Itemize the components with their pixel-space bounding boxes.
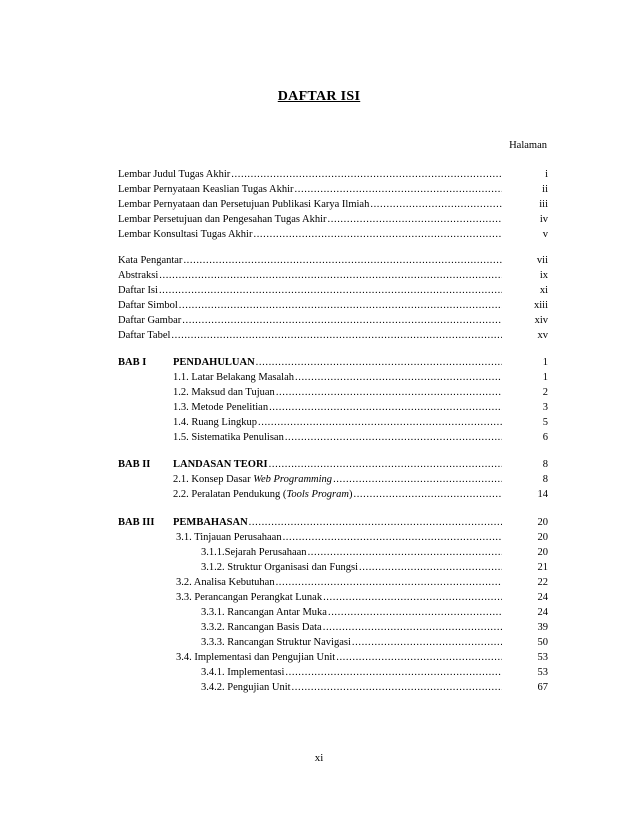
toc-dot-leader	[336, 651, 502, 665]
toc-dot-leader	[323, 591, 502, 605]
toc-dot-leader	[256, 356, 502, 370]
toc-dot-leader	[276, 386, 502, 400]
toc-entry	[201, 606, 502, 620]
toc-entry-label: Abstraksi	[118, 270, 159, 281]
toc-dot-leader	[285, 431, 502, 445]
toc-entry	[118, 329, 502, 343]
toc-page-number: 24	[537, 592, 548, 603]
toc-page-number: 20	[537, 517, 548, 528]
toc-entry	[201, 561, 502, 575]
toc-dot-leader	[269, 458, 502, 472]
toc-row	[118, 314, 548, 328]
toc-entry	[118, 314, 502, 328]
column-header-halaman: Halaman	[509, 140, 547, 151]
toc-entry	[173, 488, 502, 502]
toc-dot-leader	[171, 329, 502, 343]
toc-dot-leader	[253, 228, 502, 242]
toc-row	[118, 621, 548, 635]
toc-entry-label: 3.1. Tinjauan Perusahaan	[176, 532, 282, 543]
toc-page-number: v	[542, 229, 548, 240]
toc-dot-leader	[353, 488, 502, 502]
toc-page-number: 14	[537, 489, 548, 500]
toc-entry-label: 3.3. Perancangan Perangkat Lunak	[176, 592, 323, 603]
toc-entry-label: Daftar Gambar	[118, 315, 182, 326]
toc-entry	[201, 681, 502, 695]
toc-row	[118, 636, 548, 650]
toc-row	[118, 561, 548, 575]
toc-entry	[173, 431, 502, 445]
toc-chapter-number: BAB I	[118, 357, 147, 368]
toc-entry-label: 1.4. Ruang Lingkup	[173, 417, 257, 428]
toc-entry-label: 1.5. Sistematika Penulisan	[173, 432, 284, 443]
toc-entry	[118, 183, 502, 197]
toc-page-number: 50	[537, 637, 548, 648]
toc-page-number: 21	[537, 562, 548, 573]
toc-page-number: 3	[542, 402, 548, 413]
toc-entry	[173, 401, 502, 415]
toc-entry-label: Lembar Judul Tugas Akhir	[118, 169, 231, 180]
toc-row	[118, 431, 548, 445]
toc-dot-leader	[182, 314, 502, 328]
toc-row	[118, 168, 548, 182]
toc-entry	[201, 621, 502, 635]
toc-entry-label: 3.3.3. Rancangan Struktur Navigasi	[201, 637, 351, 648]
toc-page-number: 20	[537, 532, 548, 543]
toc-page-number: vii	[536, 255, 548, 266]
toc-page-number: 8	[542, 459, 548, 470]
toc-entry-label: 3.1.1.Sejarah Perusahaan	[201, 547, 307, 558]
toc-row	[118, 401, 548, 415]
toc-row	[118, 516, 548, 530]
toc-entry-label: 3.2. Analisa Kebutuhan	[176, 577, 275, 588]
toc-row	[118, 213, 548, 227]
toc-entry	[118, 254, 502, 268]
toc-entry	[176, 531, 502, 545]
toc-dot-leader	[295, 183, 502, 197]
toc-chapter-number: BAB III	[118, 517, 155, 528]
toc-entry	[118, 213, 502, 227]
toc-entry	[176, 591, 502, 605]
toc-entry-label: 1.2. Maksud dan Tujuan	[173, 387, 275, 398]
toc-entry	[173, 416, 502, 430]
toc-entry-label: Daftar Simbol	[118, 300, 178, 311]
toc-page-number: 1	[542, 357, 548, 368]
toc-dot-leader	[159, 284, 502, 298]
page-title: DAFTAR ISI	[277, 89, 361, 104]
toc-entry-label: 1.1. Latar Belakang Masalah	[173, 372, 294, 383]
toc-page-number: iv	[539, 214, 548, 225]
toc-row	[118, 356, 548, 370]
toc-entry	[173, 458, 502, 472]
toc-row	[118, 606, 548, 620]
toc-row	[118, 386, 548, 400]
toc-entry	[118, 198, 502, 212]
toc-dot-leader	[328, 606, 502, 620]
toc-dot-leader	[323, 621, 502, 635]
toc-row	[118, 488, 548, 502]
toc-entry	[201, 666, 502, 680]
toc-entry	[173, 386, 502, 400]
toc-row	[118, 371, 548, 385]
toc-row	[118, 284, 548, 298]
toc-dot-leader	[308, 546, 502, 560]
toc-entry-label: Daftar Tabel	[118, 330, 171, 341]
toc-entry	[173, 356, 502, 370]
toc-page-number: 2	[542, 387, 548, 398]
toc-dot-leader	[285, 666, 502, 680]
toc-entry-label: Lembar Pernyataan Keaslian Tugas Akhir	[118, 184, 294, 195]
toc-page-number: 20	[537, 547, 548, 558]
toc-dot-leader	[276, 576, 502, 590]
toc-row	[118, 416, 548, 430]
toc-page-number: 5	[542, 417, 548, 428]
toc-row	[118, 228, 548, 242]
toc-page-number: 53	[537, 652, 548, 663]
toc-dot-leader	[283, 531, 502, 545]
toc-row	[118, 458, 548, 472]
toc-dot-leader	[328, 213, 502, 227]
toc-entry	[176, 651, 502, 665]
toc-dot-leader	[370, 198, 502, 212]
toc-dot-leader	[231, 168, 502, 182]
toc-entry-label: PEMBAHASAN	[173, 517, 248, 528]
toc-entry	[118, 299, 502, 313]
page-number: xi	[314, 752, 324, 764]
toc-dot-leader	[333, 473, 502, 487]
toc-page-number: xi	[539, 285, 548, 296]
toc-entry-label: 3.4.2. Pengujian Unit	[201, 682, 291, 693]
toc-entry-label: LANDASAN TEORI	[173, 459, 268, 470]
toc-entry	[173, 371, 502, 385]
toc-entry-label: Lembar Konsultasi Tugas Akhir	[118, 229, 253, 240]
toc-row	[118, 546, 548, 560]
toc-row	[118, 269, 548, 283]
toc-entry-label: PENDAHULUAN	[173, 357, 255, 368]
toc-dot-leader	[179, 299, 502, 313]
toc-page-number: iii	[539, 199, 548, 210]
toc-dot-leader	[359, 561, 502, 575]
toc-dot-leader	[295, 371, 502, 385]
toc-entry-label: 3.1.2. Struktur Organisasi dan Fungsi	[201, 562, 359, 573]
toc-entry-label: Lembar Persetujuan dan Pengesahan Tugas Akhir	[118, 214, 327, 225]
toc-row	[118, 666, 548, 680]
toc-page-number: xv	[537, 330, 548, 341]
toc-entry	[118, 228, 502, 242]
toc-entry	[201, 636, 502, 650]
toc-row	[118, 651, 548, 665]
toc-row	[118, 183, 548, 197]
toc-dot-leader	[183, 254, 502, 268]
toc-page-number: 8	[542, 474, 548, 485]
toc-row	[118, 531, 548, 545]
toc-entry-label: Lembar Pernyataan dan Persetujuan Publikasi Karya Ilmiah	[118, 199, 370, 210]
toc-page-number: 24	[537, 607, 548, 618]
toc-entry-label: 3.3.1. Rancangan Antar Muka	[201, 607, 327, 618]
toc-entry-label: 3.4. Implementasi dan Pengujian Unit	[176, 652, 336, 663]
toc-row	[118, 591, 548, 605]
toc-dot-leader	[269, 401, 502, 415]
toc-row	[118, 576, 548, 590]
toc-page-number: xiii	[533, 300, 548, 311]
toc-entry	[173, 473, 502, 487]
toc-dot-leader	[258, 416, 502, 430]
toc-dot-leader	[159, 269, 502, 283]
toc-page-number: ii	[542, 184, 548, 195]
toc-page-number: 67	[537, 682, 548, 693]
toc-entry	[173, 516, 502, 530]
toc-row	[118, 473, 548, 487]
toc-entry-label: 2.2. Peralatan Pendukung (Tools Program)	[173, 489, 353, 500]
toc-row	[118, 198, 548, 212]
toc-dot-leader	[352, 636, 502, 650]
toc-entry	[201, 546, 502, 560]
toc-page-number: xiv	[534, 315, 548, 326]
toc-row	[118, 254, 548, 268]
toc-entry-label: 3.4.1. Implementasi	[201, 667, 285, 678]
toc-dot-leader	[249, 516, 502, 530]
toc-chapter-number: BAB II	[118, 459, 151, 470]
toc-entry	[118, 269, 502, 283]
toc-row	[118, 681, 548, 695]
toc-entry-label: Daftar Isi	[118, 285, 158, 296]
toc-page-number: ix	[539, 270, 548, 281]
toc-page-number: 53	[537, 667, 548, 678]
toc-entry	[118, 168, 502, 182]
toc-page-number: 39	[537, 622, 548, 633]
toc-page-number: i	[545, 169, 548, 180]
toc-row	[118, 329, 548, 343]
toc-page-number: 1	[542, 372, 548, 383]
toc-dot-leader	[292, 681, 502, 695]
toc-page-number: 6	[542, 432, 548, 443]
toc-page-number: 22	[537, 577, 548, 588]
toc-entry	[118, 284, 502, 298]
toc-entry-label: 2.1. Konsep Dasar Web Programming	[173, 474, 333, 485]
toc-entry-label: 3.3.2. Rancangan Basis Data	[201, 622, 322, 633]
toc-entry	[176, 576, 502, 590]
toc-row	[118, 299, 548, 313]
toc-entry-label: 1.3. Metode Penelitian	[173, 402, 269, 413]
toc-entry-label: Kata Pengantar	[118, 255, 183, 266]
